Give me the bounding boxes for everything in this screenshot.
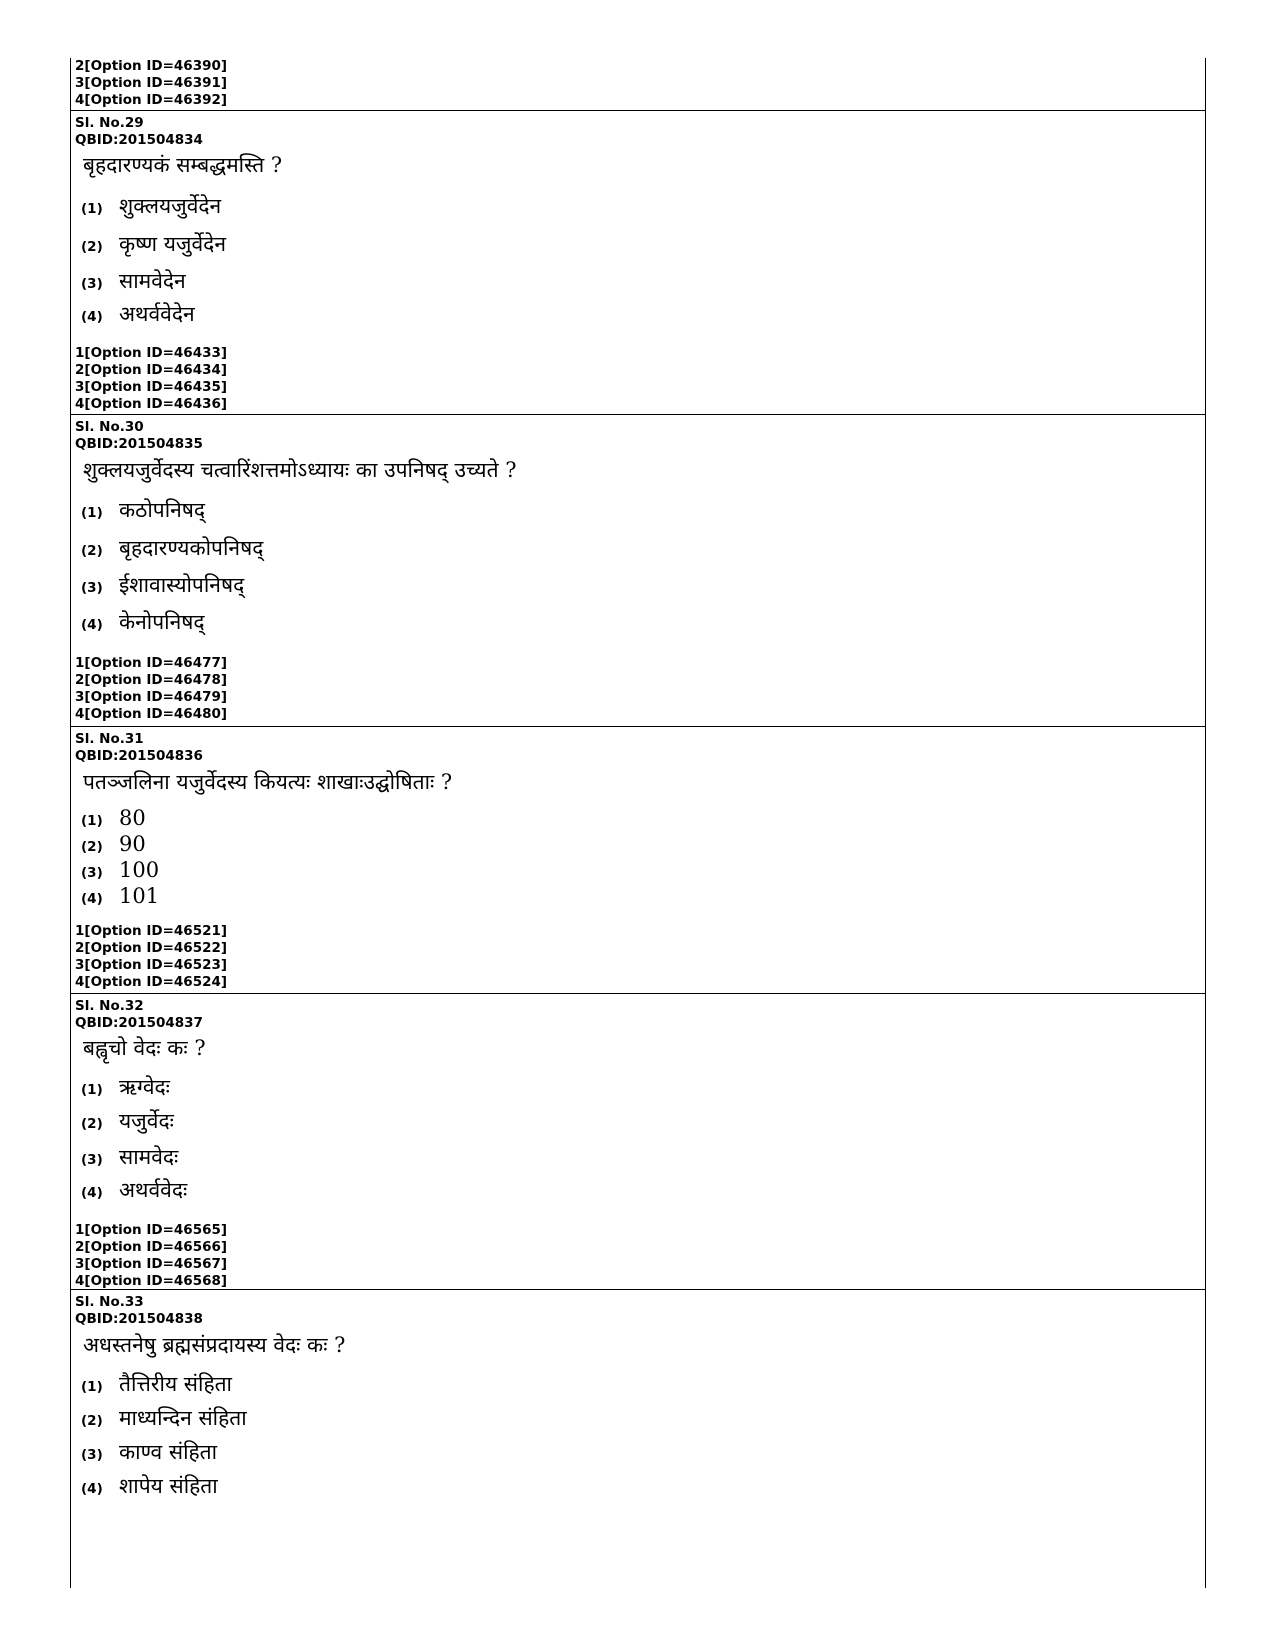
option-id-line: 4[Option ID=46524]	[75, 974, 228, 990]
option-id-line: 1[Option ID=46433]	[75, 345, 228, 361]
option-text: कृष्ण यजुर्वेदेन	[119, 232, 226, 256]
question-text: शुक्लयजुर्वेदस्य चत्वारिंशत्तमोऽध्यायः का उपनिषद् उच्यते ?	[83, 458, 517, 482]
option-text: सामवेदः	[119, 1145, 179, 1169]
option-text: अथर्ववेदेन	[119, 302, 195, 326]
option-id-line: 2[Option ID=46434]	[75, 362, 228, 378]
option-id-line: 3[Option ID=46435]	[75, 379, 228, 395]
option-id-line: 3[Option ID=46479]	[75, 689, 228, 705]
question-text: अधस्तनेषु ब्रह्मसंप्रदायस्य वेदः कः ?	[83, 1333, 346, 1357]
option-4	[81, 608, 205, 636]
option-2	[81, 230, 226, 258]
option-id-line: 1[Option ID=46521]	[75, 923, 228, 939]
option-ids	[71, 345, 227, 413]
option-number: (2)	[81, 543, 103, 559]
qbid: QBID:201504837	[75, 1015, 203, 1031]
option-4	[81, 884, 159, 908]
option-number: (1)	[81, 813, 103, 829]
option-number: (2)	[81, 1116, 103, 1132]
option-ids	[71, 923, 227, 991]
option-id-line: 2[Option ID=46478]	[75, 672, 228, 688]
option-4	[81, 1176, 187, 1204]
question-text: बह्वृचो वेदः कः ?	[83, 1036, 206, 1060]
qbid: QBID:201504838	[75, 1311, 203, 1327]
option-number: (1)	[81, 505, 103, 521]
option-text: केनोपनिषद्	[119, 610, 205, 634]
qbid: QBID:201504834	[75, 132, 203, 148]
option-text: ईशावास्योपनिषद्	[119, 573, 245, 597]
question-block-31	[71, 731, 1205, 996]
option-id-line: 1[Option ID=46477]	[75, 655, 228, 671]
question-block-29	[71, 115, 1205, 415]
option-3	[81, 1438, 217, 1466]
question-text: बृहदारण्यकं सम्बद्धमस्ति ?	[83, 153, 283, 177]
option-text: माध्यन्दिन संहिता	[119, 1406, 247, 1430]
option-1	[81, 806, 146, 830]
serial-number: Sl. No.32	[75, 998, 144, 1014]
option-number: (4)	[81, 1185, 103, 1201]
option-text: शापेय संहिता	[119, 1474, 218, 1498]
option-number: (3)	[81, 276, 103, 292]
qbid: QBID:201504836	[75, 748, 203, 764]
option-number: (3)	[81, 1152, 103, 1168]
option-2	[81, 1107, 174, 1135]
option-text: यजुर्वेदः	[119, 1109, 174, 1133]
question-text: पतञ्जलिना यजुर्वेदस्य कियत्यः शाखाःउद्घोषिताः ?	[83, 770, 453, 794]
option-number: (3)	[81, 865, 103, 881]
option-4	[81, 1472, 218, 1500]
divider	[71, 993, 1205, 994]
option-2	[81, 1404, 247, 1432]
divider	[71, 726, 1205, 727]
option-number: (2)	[81, 1413, 103, 1429]
option-text: अथर्ववेदः	[119, 1178, 188, 1202]
option-id-line: 4[Option ID=46392]	[75, 92, 228, 108]
option-1	[81, 496, 205, 524]
option-1	[81, 1370, 232, 1398]
option-text: सामवेदेन	[119, 269, 186, 293]
option-3	[81, 267, 186, 295]
option-text: शुक्लयजुर्वेदेन	[119, 194, 222, 218]
option-number: (2)	[81, 839, 103, 855]
option-4	[81, 300, 195, 328]
option-number: (1)	[81, 201, 103, 217]
option-number: (4)	[81, 1481, 103, 1497]
option-text: कठोपनिषद्	[119, 498, 206, 522]
option-ids	[71, 1222, 227, 1290]
option-text: ऋग्वेदः	[119, 1075, 170, 1099]
divider	[71, 1289, 1205, 1290]
option-1	[81, 192, 221, 220]
option-text: काण्व संहिता	[119, 1440, 218, 1464]
option-number: (3)	[81, 580, 103, 596]
option-text: 80	[119, 806, 146, 830]
option-text: 101	[119, 884, 160, 908]
option-3	[81, 1143, 178, 1171]
option-2	[81, 832, 146, 856]
option-2	[81, 534, 263, 562]
divider	[71, 110, 1205, 111]
option-text: बृहदारण्यकोपनिषद्	[119, 536, 264, 560]
qbid: QBID:201504835	[75, 436, 203, 452]
option-number: (4)	[81, 891, 103, 907]
option-1	[81, 1073, 170, 1101]
option-id-line: 3[Option ID=46391]	[75, 75, 228, 91]
serial-number: Sl. No.33	[75, 1294, 144, 1310]
option-text: 90	[119, 832, 146, 856]
option-id-line: 1[Option ID=46565]	[75, 1222, 228, 1238]
question-sheet	[70, 58, 1206, 1588]
question-block-33	[71, 1294, 1205, 1584]
previous-option-ids	[71, 58, 1205, 109]
option-ids	[71, 655, 227, 723]
divider	[71, 414, 1205, 415]
option-3	[81, 858, 159, 882]
option-id-line: 3[Option ID=46523]	[75, 957, 228, 973]
option-number: (2)	[81, 239, 103, 255]
option-number: (1)	[81, 1379, 103, 1395]
option-id-line: 4[Option ID=46480]	[75, 706, 228, 722]
option-text: 100	[119, 858, 160, 882]
option-id-line: 2[Option ID=46522]	[75, 940, 228, 956]
option-3	[81, 571, 244, 599]
option-number: (4)	[81, 617, 103, 633]
serial-number: Sl. No.29	[75, 115, 144, 131]
option-id-line: 3[Option ID=46567]	[75, 1256, 228, 1272]
option-id-line: 2[Option ID=46390]	[75, 58, 228, 74]
option-number: (3)	[81, 1447, 103, 1463]
option-id-line: 4[Option ID=46568]	[75, 1273, 228, 1289]
option-id-line: 2[Option ID=46566]	[75, 1239, 228, 1255]
option-id-line: 4[Option ID=46436]	[75, 396, 228, 412]
option-number: (1)	[81, 1082, 103, 1098]
question-block-32	[71, 998, 1205, 1293]
serial-number: Sl. No.30	[75, 419, 144, 435]
option-number: (4)	[81, 309, 103, 325]
question-block-30	[71, 419, 1205, 729]
serial-number: Sl. No.31	[75, 731, 144, 747]
option-text: तैत्तिरीय संहिता	[119, 1372, 232, 1396]
